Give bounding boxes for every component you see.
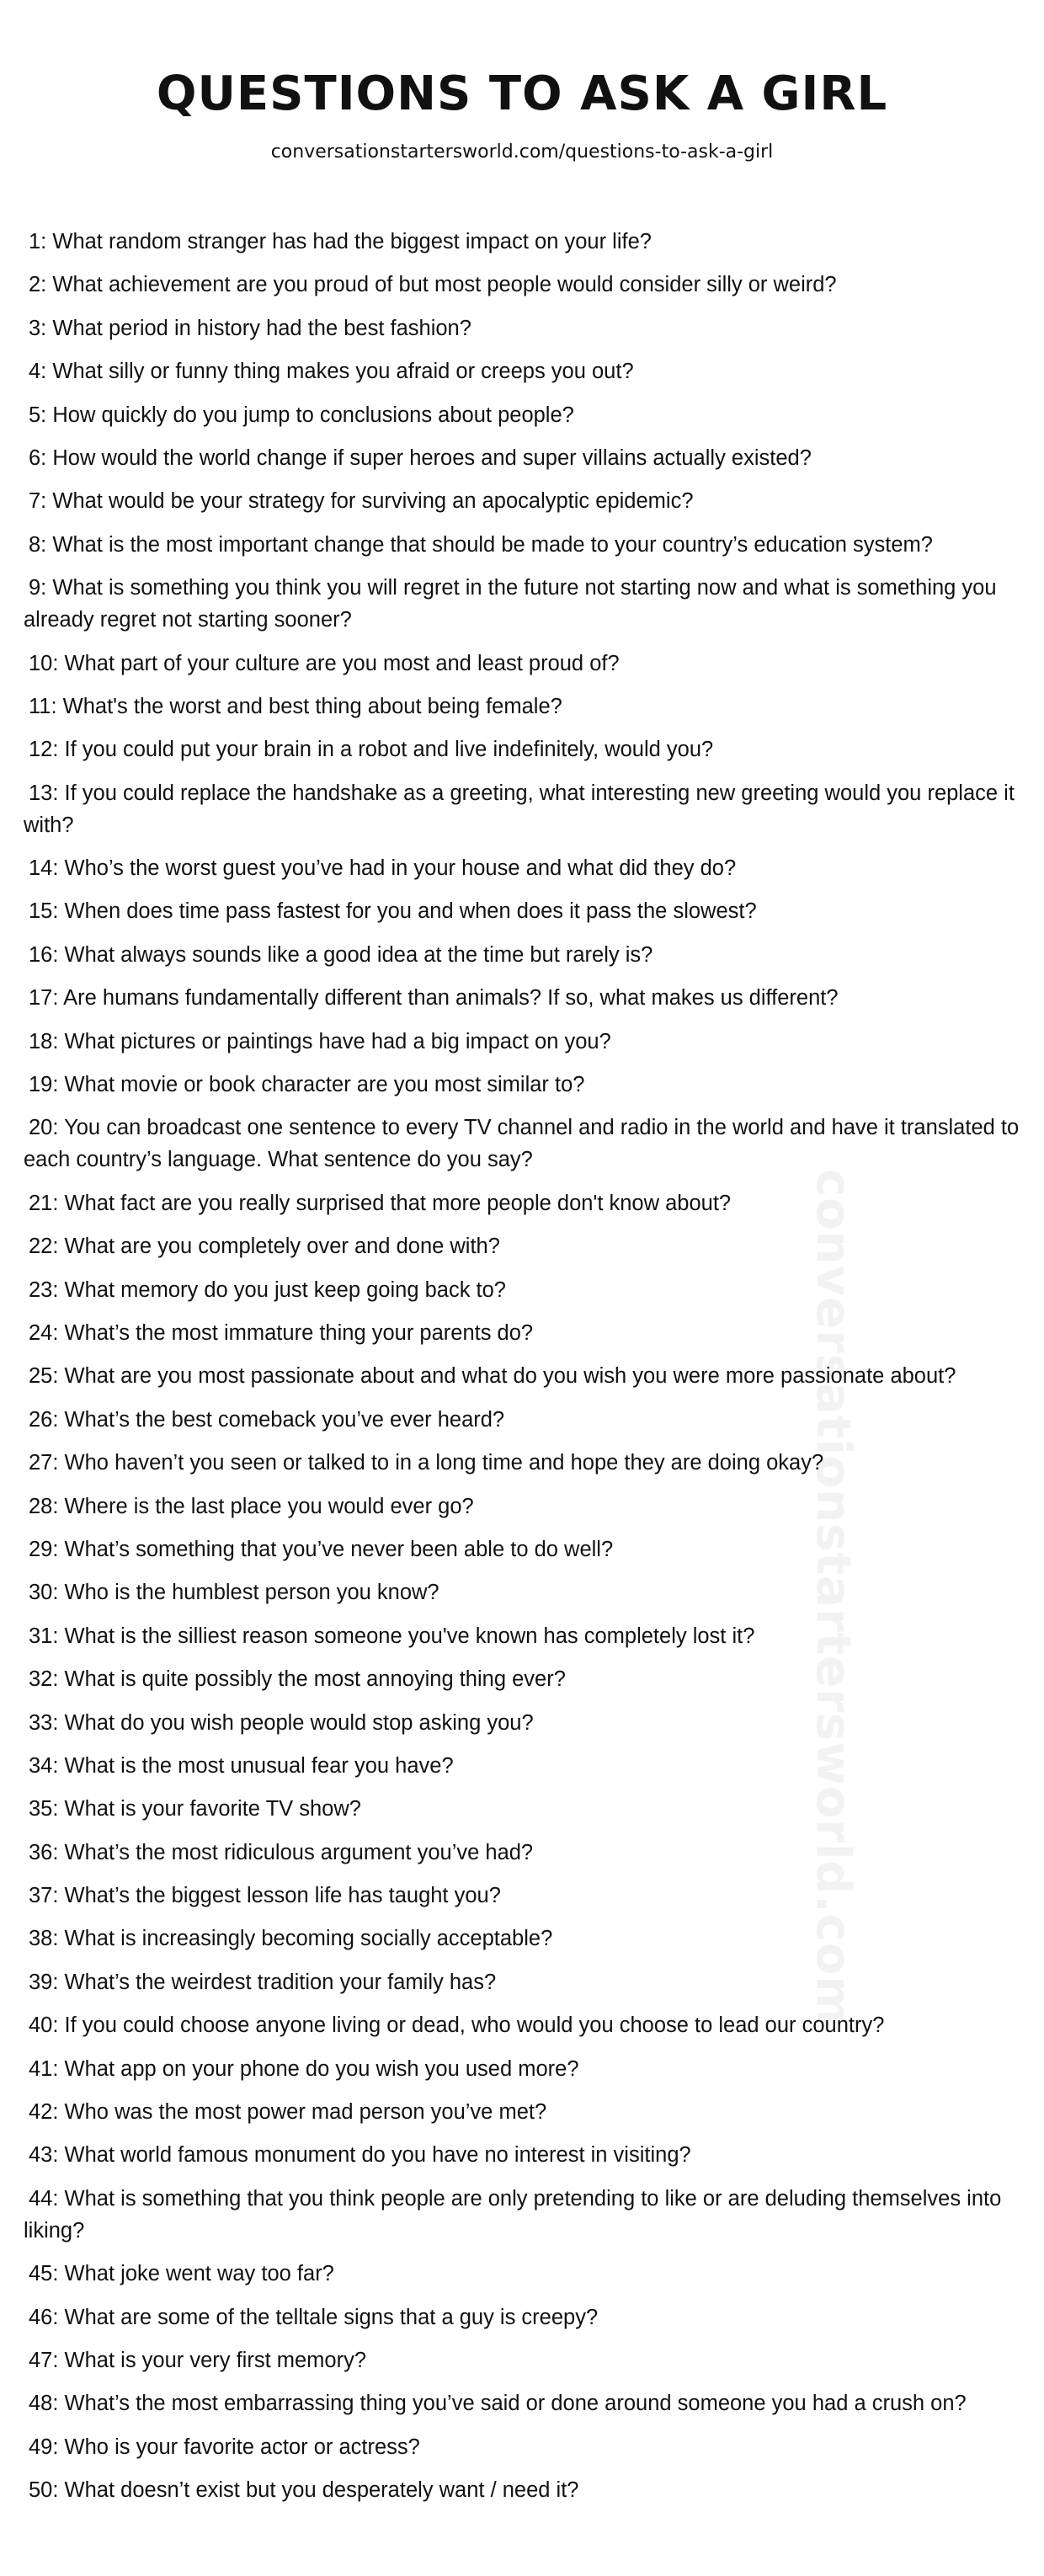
question-text: Who haven’t you seen or talked to in a long time and hope they are doing okay?: [64, 1451, 824, 1475]
question-item: [24, 1447, 1031, 1479]
question-item: [24, 852, 1031, 884]
question-number: 34:: [29, 1753, 59, 1778]
question-item: [24, 485, 1031, 517]
question-text: What doesn’t exist but you desperately want / need it?: [64, 2478, 579, 2503]
question-text: What would be your strategy for surviving an apocalyptic epidemic?: [52, 489, 694, 514]
question-item: [24, 1707, 1031, 1739]
question-item: [24, 355, 1031, 387]
question-item: [24, 648, 1031, 680]
question-number: 1:: [29, 230, 47, 253]
question-number: 42:: [29, 2100, 59, 2125]
question-item: [24, 1880, 1031, 1912]
question-item: [24, 982, 1031, 1014]
question-number: 2:: [29, 273, 47, 297]
question-text: What world famous monument do you have no interest in visiting?: [64, 2143, 691, 2168]
question-item: [24, 2258, 1031, 2290]
question-text: When does time pass fastest for you and when does it pass the slowest?: [64, 899, 757, 924]
question-text: What is quite possibly the most annoying thing ever?: [64, 1667, 566, 1692]
question-item: [24, 1069, 1031, 1101]
question-text: You can broadcast one sentence to every TV channel and radio in the world and have it translated to each country’s language. What sentence do you say?: [24, 1116, 1020, 1172]
question-text: What is your favorite TV show?: [64, 1797, 361, 1821]
question-item: [24, 1533, 1031, 1565]
question-item: [24, 733, 1031, 765]
question-item: [24, 1491, 1031, 1523]
question-text: How quickly do you jump to conclusions about people?: [52, 403, 574, 427]
question-number: 10:: [29, 651, 59, 675]
question-number: 31:: [29, 1624, 59, 1648]
question-text: If you could replace the handshake as a greeting, what interesting new greeting would you replace it with?: [24, 781, 1015, 837]
question-item: [24, 2009, 1031, 2041]
question-text: What silly or funny thing makes you afraid or creeps you out?: [52, 360, 634, 384]
question-number: 6:: [29, 445, 47, 470]
question-number: 22:: [29, 1235, 59, 1259]
question-item: [24, 269, 1031, 301]
question-number: 26:: [29, 1407, 59, 1432]
question-item: [24, 2096, 1031, 2128]
question-text: What are you completely over and done with?: [64, 1235, 500, 1259]
question-number: 12:: [29, 738, 59, 762]
question-number: 38:: [29, 1927, 59, 1951]
question-text: What is something that you think people are only pretending to like or are deluding themselves into liking?: [24, 2186, 1002, 2243]
question-item: [24, 1837, 1031, 1869]
question-number: 36:: [29, 1840, 59, 1864]
question-text: What always sounds like a good idea at the time but rarely is?: [64, 942, 653, 967]
question-number: 44:: [29, 2186, 59, 2211]
question-number: 46:: [29, 2305, 59, 2329]
question-item: [24, 777, 1031, 841]
question-number: 45:: [29, 2262, 59, 2286]
question-text: What is the most unusual fear you have?: [64, 1753, 454, 1778]
question-item: [24, 1576, 1031, 1608]
question-number: 13:: [29, 781, 59, 805]
question-item: [24, 2344, 1031, 2376]
page-title: QUESTIONS TO ASK A GIRL: [156, 67, 888, 121]
question-item: [24, 572, 1031, 636]
question-number: 47:: [29, 2348, 59, 2372]
question-text: What movie or book character are you most similar to?: [64, 1073, 585, 1097]
question-number: 50:: [29, 2478, 59, 2503]
question-item: [24, 1404, 1031, 1436]
question-text: Who is your favorite actor or actress?: [64, 2435, 420, 2459]
question-number: 4:: [29, 360, 47, 384]
question-item: [24, 2387, 1031, 2419]
question-number: 40:: [29, 2013, 59, 2038]
question-item: [24, 1274, 1031, 1306]
question-number: 11:: [29, 694, 57, 718]
question-item: [24, 1187, 1031, 1219]
question-number: 20:: [29, 1116, 59, 1140]
question-item: [24, 691, 1031, 723]
question-text: What achievement are you proud of but most people would consider silly or weird?: [52, 273, 837, 297]
question-item: [24, 226, 1031, 258]
question-text: What joke went way too far?: [64, 2262, 334, 2286]
question-item: [24, 2301, 1031, 2333]
question-item: [24, 1112, 1031, 1176]
question-text: What are you most passionate about and what do you wish you were more passionate about?: [64, 1364, 956, 1389]
question-number: 14:: [29, 856, 59, 881]
question-list: [24, 226, 1031, 2518]
question-number: 23:: [29, 1277, 59, 1302]
question-item: [24, 529, 1031, 561]
question-item: [24, 2139, 1031, 2171]
question-number: 48:: [29, 2392, 59, 2416]
question-item: [24, 2053, 1031, 2085]
question-number: 17:: [29, 986, 59, 1011]
question-text: What period in history had the best fashion?: [52, 316, 471, 340]
question-text: Who’s the worst guest you’ve had in your house and what did they do?: [64, 856, 737, 881]
question-number: 28:: [29, 1494, 59, 1518]
question-text: What’s the most embarrassing thing you’ve said or done around someone you had a crush on?: [64, 2392, 967, 2416]
watermark-text: conversationstartersworld.com: [806, 1169, 860, 2026]
question-number: 37:: [29, 1884, 59, 1908]
question-item: [24, 2183, 1031, 2247]
question-number: 19:: [29, 1073, 59, 1097]
question-text: What fact are you really surprised that more people don't know about?: [64, 1191, 732, 1215]
question-text: What part of your culture are you most and least proud of?: [64, 651, 620, 675]
question-text: What is the silliest reason someone you've known has completely lost it?: [64, 1624, 755, 1648]
question-text: What app on your phone do you wish you used more?: [64, 2056, 579, 2081]
question-number: 16:: [29, 942, 59, 967]
question-item: [24, 312, 1031, 344]
question-number: 18:: [29, 1029, 59, 1053]
question-number: 27:: [29, 1451, 59, 1475]
question-item: [24, 1620, 1031, 1652]
question-number: 8:: [29, 532, 47, 557]
question-text: What’s something that you’ve never been able to do well?: [64, 1537, 614, 1561]
question-text: What is your very first memory?: [64, 2348, 367, 2372]
question-number: 25:: [29, 1364, 59, 1389]
question-text: What’s the biggest lesson life has taught you?: [64, 1884, 501, 1908]
question-text: If you could put your brain in a robot and live indefinitely, would you?: [64, 738, 714, 762]
question-number: 49:: [29, 2435, 59, 2459]
question-text: What’s the most ridiculous argument you’ve had?: [64, 1840, 534, 1864]
question-text: What’s the weirdest tradition your family has?: [64, 1970, 497, 1994]
question-text: Who is the humblest person you know?: [64, 1581, 439, 1605]
question-number: 29:: [29, 1537, 59, 1561]
question-text: What are some of the telltale signs that a guy is creepy?: [64, 2305, 599, 2329]
question-item: [24, 1317, 1031, 1349]
question-item: [24, 1793, 1031, 1825]
question-item: [24, 399, 1031, 431]
question-item: [24, 1923, 1031, 1955]
question-number: 21:: [29, 1191, 59, 1215]
question-number: 15:: [29, 899, 59, 924]
question-item: [24, 1663, 1031, 1695]
source-url: conversationstartersworld.com/questions-to-ask-a-girl: [270, 141, 774, 163]
question-number: 24:: [29, 1320, 59, 1345]
question-text: What random stranger has had the biggest impact on your life?: [52, 230, 652, 253]
page-header: [0, 0, 1044, 165]
question-item: [24, 1026, 1031, 1058]
question-text: What is the most important change that should be made to your country’s education system?: [52, 532, 933, 557]
question-text: Who was the most power mad person you’ve met?: [64, 2100, 547, 2125]
question-number: 5:: [29, 403, 47, 427]
question-number: 7:: [29, 489, 47, 514]
question-number: 35:: [29, 1797, 59, 1821]
question-text: What's the worst and best thing about being female?: [62, 694, 562, 718]
question-number: 9:: [29, 576, 47, 600]
question-text: If you could choose anyone living or dead, who would you choose to lead our country?: [64, 2013, 885, 2038]
question-text: What memory do you just keep going back to?: [64, 1277, 506, 1302]
question-text: How would the world change if super heroes and super villains actually existed?: [52, 445, 812, 470]
question-text: What’s the best comeback you’ve ever heard?: [64, 1407, 505, 1432]
question-number: 3:: [29, 316, 47, 340]
question-item: [24, 1966, 1031, 1998]
question-text: What is increasingly becoming socially acceptable?: [64, 1927, 553, 1951]
question-item: [24, 1230, 1031, 1262]
question-item: [24, 1360, 1031, 1392]
question-text: What’s the most immature thing your parents do?: [64, 1320, 534, 1345]
question-number: 43:: [29, 2143, 59, 2168]
question-item: [24, 2474, 1031, 2506]
question-number: 30:: [29, 1581, 59, 1605]
question-item: [24, 1750, 1031, 1782]
question-text: What do you wish people would stop asking you?: [64, 1710, 534, 1735]
question-text: What is something you think you will regret in the future not starting now and what is something you already regret not starting sooner?: [24, 576, 997, 632]
question-number: 39:: [29, 1970, 59, 1994]
question-item: [24, 2431, 1031, 2463]
question-text: Where is the last place you would ever go?: [64, 1494, 474, 1518]
question-number: 32:: [29, 1667, 59, 1692]
question-item: [24, 895, 1031, 927]
question-item: [24, 939, 1031, 971]
question-text: Are humans fundamentally different than animals? If so, what makes us different?: [63, 986, 839, 1011]
question-number: 41:: [29, 2056, 59, 2081]
question-item: [24, 442, 1031, 474]
question-number: 33:: [29, 1710, 59, 1735]
question-text: What pictures or paintings have had a big impact on you?: [64, 1029, 611, 1053]
